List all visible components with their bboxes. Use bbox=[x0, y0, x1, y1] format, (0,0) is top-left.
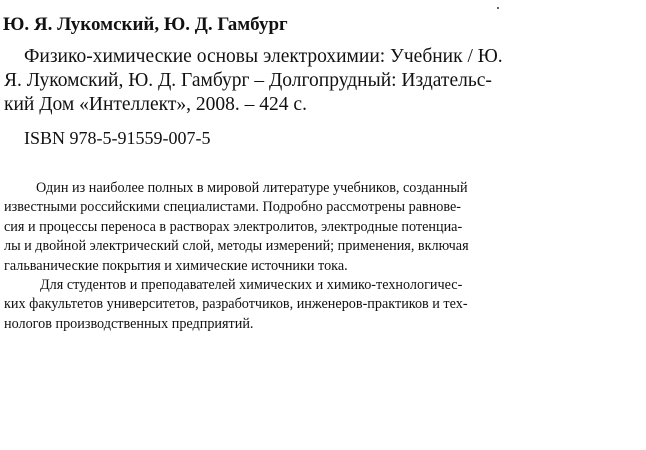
annotation-line: гальванические покрытия и химические источники тока. bbox=[4, 257, 348, 274]
annotation bbox=[4, 179, 564, 334]
annotation-line: лы и двойной электрический слой, методы измерений; применения, включая bbox=[4, 238, 469, 255]
isbn: ISBN 978-5-91559-007-5 bbox=[24, 128, 211, 148]
annotation-line: нологов производственных предприятий. bbox=[4, 315, 254, 332]
annotation-line: сия и процессы переноса в растворах электролитов, электродные потенциа- bbox=[4, 218, 463, 235]
annotation-line: ких факультетов университетов, разработчиков, инженеров-практиков и тех- bbox=[4, 296, 468, 313]
annotation-line: Для студентов и преподавателей химических и химико-технологичес- bbox=[40, 277, 463, 294]
page-speck bbox=[497, 7, 499, 9]
biblio-line: Я. Лукомский, Ю. Д. Гамбург – Долгопрудный: Издательс- bbox=[4, 70, 492, 91]
authors-heading: Ю. Я. Лукомский, Ю. Д. Гамбург bbox=[3, 14, 288, 35]
annotation-line: известными российскими специалистами. Подробно рассмотрены равнове- bbox=[4, 199, 462, 216]
biblio-line: Физико-химические основы электрохимии: Учебник / Ю. bbox=[24, 46, 503, 67]
bibliographic-description bbox=[4, 45, 564, 117]
annotation-line: Один из наиболее полных в мировой литературе учебников, созданный bbox=[36, 180, 468, 196]
biblio-line: кий Дом «Интеллект», 2008. – 424 с. bbox=[4, 94, 307, 115]
